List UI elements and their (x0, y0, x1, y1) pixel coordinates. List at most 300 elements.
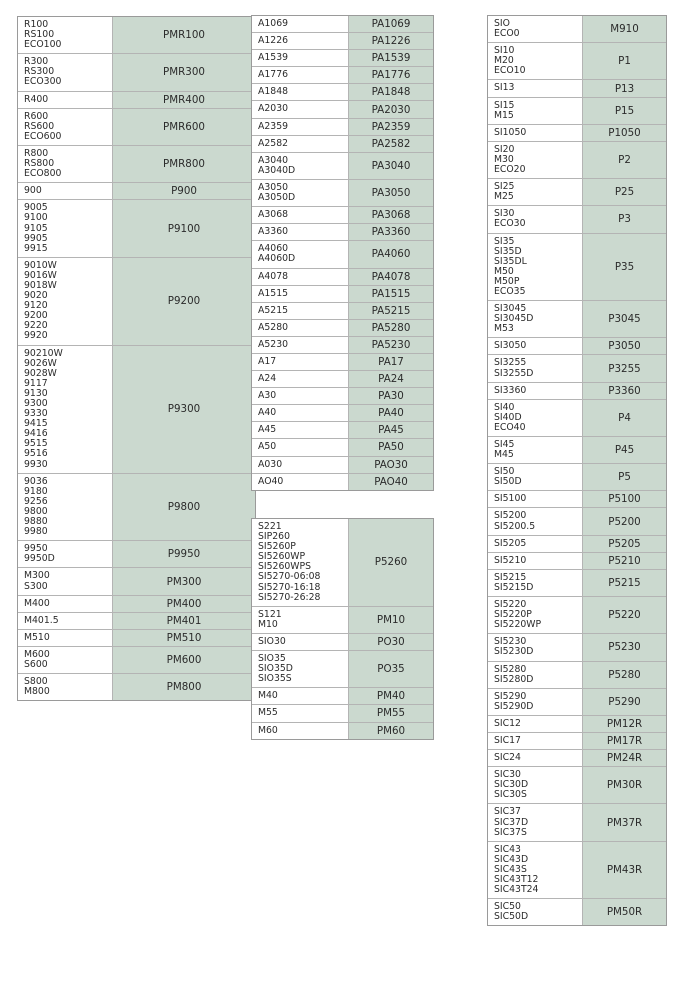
source-model: M300 (24, 570, 50, 582)
source-models (488, 570, 582, 596)
replacement-part: P5210 (582, 553, 666, 569)
table-row (252, 336, 433, 353)
source-models (18, 54, 112, 90)
replacement-part: P3360 (582, 383, 666, 399)
replacement-part: P5 (582, 464, 666, 490)
source-models (488, 125, 582, 141)
source-model: SIC37S (494, 826, 527, 838)
source-model: 9416 (24, 428, 48, 440)
replacement-part: PA30 (348, 388, 433, 404)
source-model: 9220 (24, 320, 48, 332)
table-row (252, 135, 433, 152)
source-model: M20 (494, 55, 514, 67)
source-model: M600 (24, 648, 50, 660)
source-model: RS100 (24, 29, 55, 41)
table-row (252, 438, 433, 455)
replacement-part: PMR600 (112, 109, 255, 145)
table-row (488, 205, 666, 232)
source-models (252, 607, 348, 633)
source-model: R300 (24, 56, 49, 68)
source-model: SI5100 (494, 493, 527, 505)
source-models (252, 337, 348, 353)
source-model: 9930 (24, 458, 48, 470)
source-models (252, 320, 348, 336)
source-models (488, 464, 582, 490)
replacement-part: P5260 (348, 519, 433, 606)
source-models (252, 705, 348, 721)
source-models (18, 346, 112, 473)
source-models (252, 67, 348, 83)
source-models (488, 301, 582, 337)
replacement-part: P1050 (582, 125, 666, 141)
source-model: SIO (494, 18, 510, 29)
source-model: A3050 (258, 181, 289, 193)
source-models (488, 16, 582, 42)
source-models (252, 136, 348, 152)
replacement-part: PM37R (582, 804, 666, 840)
source-models (18, 647, 112, 673)
source-model: ECO10 (494, 65, 526, 77)
replacement-part: PM55 (348, 705, 433, 721)
source-models (252, 457, 348, 473)
source-model: SIC30 (494, 769, 521, 781)
source-model: S221 (258, 521, 282, 532)
source-model: 9117 (24, 377, 48, 389)
table-row (252, 32, 433, 49)
source-model: SI5230 (494, 636, 527, 648)
replacement-part: PA24 (348, 371, 433, 387)
source-model: ECO35 (494, 285, 526, 297)
source-model: M55 (258, 707, 278, 719)
cross-reference-table-2 (251, 15, 434, 491)
source-model: A1226 (258, 35, 289, 47)
table-row (18, 91, 255, 108)
table-row (488, 535, 666, 552)
table-row (488, 124, 666, 141)
source-model: A2030 (258, 103, 289, 115)
source-models (488, 553, 582, 569)
source-model: 9950D (24, 553, 55, 565)
replacement-part: PM300 (112, 568, 255, 594)
table-row (18, 612, 255, 629)
source-model: SI5290 (494, 690, 527, 702)
table-row (488, 898, 666, 925)
source-model: 9920 (24, 330, 48, 342)
replacement-part: PA2582 (348, 136, 433, 152)
source-model: 900 (24, 185, 42, 197)
replacement-part: PA4078 (348, 269, 433, 285)
source-model: SIC37D (494, 816, 529, 828)
table-row (252, 206, 433, 223)
replacement-part: PA45 (348, 422, 433, 438)
table-row (488, 688, 666, 715)
source-model: SI3050 (494, 340, 527, 352)
source-model: M30 (494, 153, 514, 165)
table-row (252, 387, 433, 404)
source-models (488, 80, 582, 96)
table-row (488, 507, 666, 534)
source-model: A4060D (258, 253, 296, 265)
source-model: SIC17 (494, 734, 521, 746)
source-model: SI5210 (494, 554, 527, 566)
replacement-part: PA5215 (348, 303, 433, 319)
source-model: SIC12 (494, 717, 521, 729)
table-row (252, 319, 433, 336)
source-models (18, 146, 112, 182)
source-model: R100 (24, 19, 49, 30)
source-model: SIO35 (258, 653, 286, 665)
source-models (488, 400, 582, 436)
table-row (488, 141, 666, 178)
source-model: A30 (258, 390, 277, 402)
source-models (488, 491, 582, 507)
table-row (488, 16, 666, 42)
replacement-part: PM12R (582, 716, 666, 732)
source-models (18, 596, 112, 612)
table-row (252, 404, 433, 421)
replacement-part: PA1515 (348, 286, 433, 302)
source-model: 9100 (24, 212, 48, 224)
source-model: S121 (258, 608, 282, 620)
source-models (488, 179, 582, 205)
source-models (252, 101, 348, 117)
table-row (488, 337, 666, 354)
source-model: A3040D (258, 164, 296, 176)
source-models (488, 634, 582, 660)
replacement-part: P9300 (112, 346, 255, 473)
source-model: 9018W (24, 279, 57, 291)
replacement-part: PA1226 (348, 33, 433, 49)
replacement-part: PA1776 (348, 67, 433, 83)
source-model: A40 (258, 407, 277, 419)
source-model: A3050D (258, 192, 296, 204)
source-model: SI5280D (494, 673, 534, 685)
source-model: M60 (258, 724, 278, 736)
source-model: M510 (24, 631, 50, 643)
replacement-part: PM600 (112, 647, 255, 673)
source-model: SI3255 (494, 357, 527, 369)
source-models (18, 183, 112, 199)
cross-reference-table-1 (17, 16, 256, 701)
source-model: SI5200.5 (494, 520, 536, 532)
source-model: SIC43T12 (494, 874, 539, 885)
table-row (488, 749, 666, 766)
source-model: SI40 (494, 401, 515, 413)
table-row (252, 240, 433, 267)
source-model: SIO35D (258, 663, 293, 675)
replacement-part: PAO40 (348, 474, 433, 490)
source-model: 9515 (24, 438, 48, 450)
source-models (18, 630, 112, 646)
source-model: AO40 (258, 475, 284, 487)
table-row (18, 145, 255, 182)
source-model: SI5205 (494, 537, 527, 549)
source-models (252, 207, 348, 223)
source-model: M10 (258, 618, 278, 630)
replacement-part: PM400 (112, 596, 255, 612)
source-model: RS300 (24, 66, 55, 78)
replacement-part: PAO30 (348, 457, 433, 473)
source-models (252, 651, 348, 687)
table-row (488, 97, 666, 124)
source-models (252, 303, 348, 319)
table-row (18, 567, 255, 594)
source-model: SI5280 (494, 663, 527, 675)
source-model: ECO300 (24, 76, 62, 88)
source-model: 9120 (24, 300, 48, 312)
source-model: A5230 (258, 338, 289, 350)
source-model: SIO30 (258, 635, 286, 647)
table-row (252, 83, 433, 100)
source-model: SI10 (494, 45, 515, 57)
source-model: SI35 (494, 235, 515, 247)
source-model: SI3255D (494, 367, 534, 379)
table-row (252, 456, 433, 473)
source-model: A030 (258, 458, 283, 470)
replacement-part: PA17 (348, 354, 433, 370)
replacement-part: PMR300 (112, 54, 255, 90)
source-model: M400 (24, 597, 50, 609)
source-models (18, 674, 112, 700)
replacement-part: P1 (582, 43, 666, 79)
source-model: 9036 (24, 475, 48, 487)
source-model: SIC43T24 (494, 884, 539, 896)
source-models (488, 437, 582, 463)
table-row (18, 595, 255, 612)
source-model: SI5270-16:18 (258, 581, 321, 593)
table-row (488, 354, 666, 381)
source-model: SIC50 (494, 901, 521, 913)
replacement-part: P5230 (582, 634, 666, 660)
table-row (488, 79, 666, 96)
replacement-part: P4 (582, 400, 666, 436)
source-model: 9016W (24, 269, 57, 281)
source-model: 9800 (24, 505, 48, 517)
source-model: 9005 (24, 202, 48, 214)
source-models (252, 422, 348, 438)
source-model: A3068 (258, 209, 289, 221)
replacement-part: P3 (582, 206, 666, 232)
table-row (18, 53, 255, 90)
replacement-part: P5220 (582, 597, 666, 633)
source-model: A1515 (258, 287, 289, 299)
table-row (252, 687, 433, 704)
source-models (18, 200, 112, 256)
source-model: M40 (258, 690, 278, 702)
table-row (18, 199, 255, 256)
table-row (488, 490, 666, 507)
source-model: SI5260P (258, 541, 296, 553)
source-models (488, 899, 582, 925)
table-row (252, 16, 433, 32)
table-row (252, 606, 433, 633)
source-model: SI5220 (494, 599, 527, 611)
source-model: R800 (24, 147, 49, 159)
source-models (488, 689, 582, 715)
table-row (18, 540, 255, 567)
replacement-part: P5280 (582, 662, 666, 688)
replacement-part: P25 (582, 179, 666, 205)
replacement-part: PA3360 (348, 224, 433, 240)
replacement-part: PMR100 (112, 17, 255, 53)
table-row (488, 841, 666, 898)
source-model: 9905 (24, 232, 48, 244)
source-model: SI20 (494, 143, 515, 155)
source-model: A17 (258, 355, 277, 367)
source-models (252, 119, 348, 135)
table-row (18, 629, 255, 646)
replacement-part: P9950 (112, 541, 255, 567)
table-row (18, 345, 255, 473)
source-model: R600 (24, 110, 49, 122)
source-model: SI5215 (494, 571, 527, 583)
source-models (488, 842, 582, 898)
source-model: SIC43D (494, 853, 529, 865)
source-model: A1539 (258, 52, 289, 64)
replacement-part: PA2359 (348, 119, 433, 135)
source-model: ECO0 (494, 28, 520, 40)
source-model: SI40D (494, 411, 522, 423)
source-models (488, 43, 582, 79)
source-models (488, 383, 582, 399)
replacement-part: P2 (582, 142, 666, 178)
source-model: ECO800 (24, 168, 62, 180)
table-row (18, 182, 255, 199)
table-row (252, 421, 433, 438)
source-model: 9026W (24, 357, 57, 369)
source-models (252, 439, 348, 455)
replacement-part: P5100 (582, 491, 666, 507)
source-model: A3360 (258, 226, 289, 238)
source-models (252, 16, 348, 32)
source-model: SI3360 (494, 384, 527, 396)
source-model: M50 (494, 265, 514, 277)
source-model: A4078 (258, 270, 289, 282)
replacement-part: P900 (112, 183, 255, 199)
source-models (252, 519, 348, 606)
source-model: SIC37 (494, 806, 521, 818)
source-model: A1776 (258, 69, 289, 81)
replacement-part: PM30R (582, 767, 666, 803)
replacement-part: PM24R (582, 750, 666, 766)
source-models (488, 733, 582, 749)
source-model: SI25 (494, 181, 515, 193)
source-models (18, 568, 112, 594)
source-model: 9300 (24, 398, 48, 409)
source-model: A2582 (258, 137, 289, 149)
source-model: SI5220P (494, 609, 532, 621)
table-row (488, 42, 666, 79)
source-model: RS600 (24, 120, 55, 132)
table-row (252, 633, 433, 650)
source-model: 9200 (24, 310, 48, 322)
cross-reference-table-3 (251, 518, 434, 740)
source-model: SI35DL (494, 255, 527, 267)
source-model: A24 (258, 373, 277, 385)
source-model: SIO35S (258, 673, 292, 685)
source-models (488, 98, 582, 124)
source-model: SI5290D (494, 700, 534, 712)
source-model: M50P (494, 275, 520, 287)
source-model: 9256 (24, 495, 48, 507)
source-model: SIC43S (494, 863, 527, 875)
table-row (252, 473, 433, 490)
source-model: SI15 (494, 99, 515, 111)
source-model: M401.5 (24, 614, 59, 626)
replacement-part: PM50R (582, 899, 666, 925)
source-models (18, 474, 112, 541)
table-row (252, 152, 433, 179)
source-models (252, 388, 348, 404)
replacement-part: P5200 (582, 508, 666, 534)
source-models (252, 224, 348, 240)
replacement-part: P5290 (582, 689, 666, 715)
source-models (488, 142, 582, 178)
source-model: 9105 (24, 222, 48, 234)
source-models (252, 33, 348, 49)
source-model: SI5260WPS (258, 561, 312, 573)
replacement-part: P35 (582, 234, 666, 301)
table-row (252, 179, 433, 206)
replacement-part: PM10 (348, 607, 433, 633)
source-models (252, 723, 348, 739)
source-model: 9516 (24, 448, 48, 460)
source-models (488, 716, 582, 732)
source-model: SI3045 (494, 303, 527, 315)
source-models (252, 371, 348, 387)
table-row (252, 49, 433, 66)
table-row (488, 178, 666, 205)
table-row (488, 569, 666, 596)
replacement-part: PM800 (112, 674, 255, 700)
replacement-part: PA40 (348, 405, 433, 421)
source-model: SIC30D (494, 779, 529, 791)
table-row (18, 108, 255, 145)
replacement-part: PA3040 (348, 153, 433, 179)
replacement-part: PMR400 (112, 92, 255, 108)
source-models (252, 688, 348, 704)
replacement-part: PA50 (348, 439, 433, 455)
table-row (18, 673, 255, 700)
table-row (488, 436, 666, 463)
source-model: M800 (24, 686, 50, 698)
replacement-part: P5205 (582, 536, 666, 552)
source-model: S300 (24, 580, 48, 592)
source-models (252, 180, 348, 206)
table-row (488, 463, 666, 490)
source-model: SI5230D (494, 646, 534, 658)
source-model: ECO100 (24, 39, 62, 51)
table-row (488, 803, 666, 840)
replacement-part: PA1848 (348, 84, 433, 100)
source-model: 9915 (24, 242, 48, 254)
source-model: SI50D (494, 476, 522, 488)
replacement-part: P9800 (112, 474, 255, 541)
replacement-part: PA1539 (348, 50, 433, 66)
table-row (488, 596, 666, 633)
source-model: ECO40 (494, 421, 526, 433)
source-models (252, 405, 348, 421)
replacement-part: PA5280 (348, 320, 433, 336)
table-row (252, 302, 433, 319)
replacement-part: PA4060 (348, 241, 433, 267)
table-row (252, 223, 433, 240)
source-model: SIC43 (494, 843, 521, 855)
source-model: 9415 (24, 418, 48, 430)
table-row (252, 66, 433, 83)
source-models (18, 613, 112, 629)
source-models (488, 234, 582, 301)
